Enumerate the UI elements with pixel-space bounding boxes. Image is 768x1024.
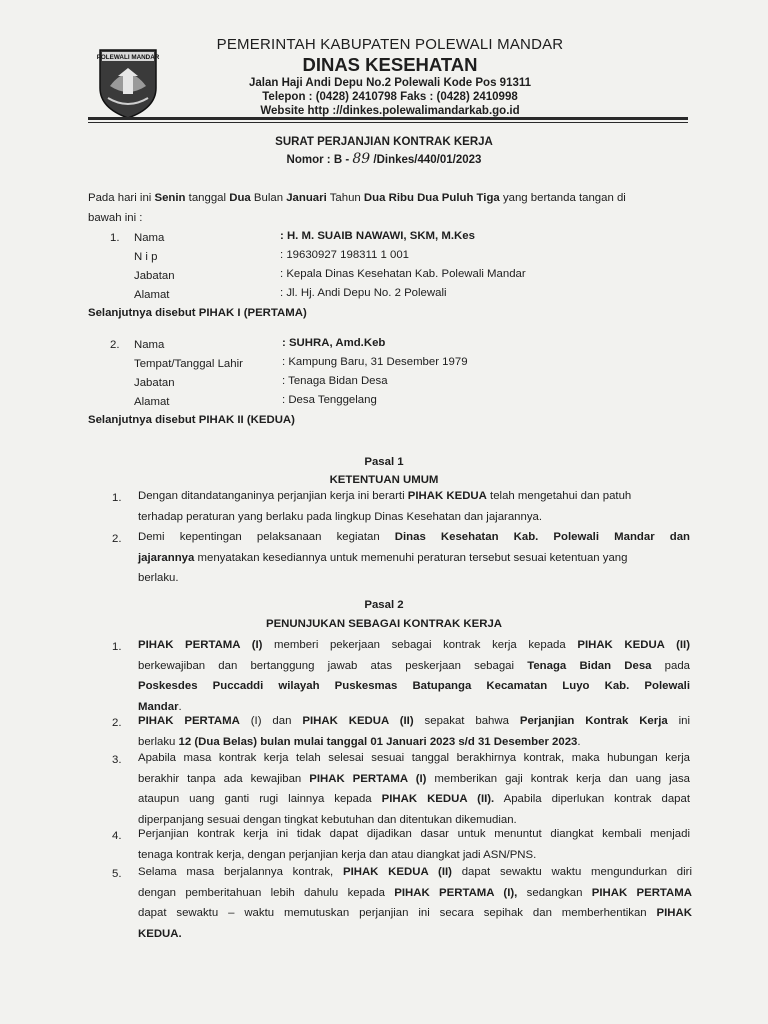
pasal2-subtitle: PENUNJUKAN SEBAGAI KONTRAK KERJA	[265, 618, 503, 630]
party1-value-nip: : 19630927 198311 1 001	[280, 249, 410, 261]
document-title: SURAT PERJANJIAN KONTRAK KERJA	[275, 136, 493, 148]
number-suffix: /Dinkes/440/01/2023	[373, 154, 482, 166]
party2-label-position: Jabatan	[134, 377, 175, 389]
pasal1-title: Pasal 1	[364, 456, 404, 468]
party1-label-nip: N i p	[134, 251, 158, 263]
pasal1-item2-number: 2.	[112, 533, 122, 545]
document-number	[0, 151, 768, 167]
pasal1-subtitle: KETENTUAN UMUM	[329, 474, 439, 486]
pasal1-item1: Dengan ditandatanganinya perjanjian kerja ini berarti PIHAK KEDUA telah mengetahui dan patuh terhadap peraturan yang berlaku pada lingkup Dinas Kesehatan dan jajarannya.	[138, 490, 632, 523]
pasal2-item1-number: 1.	[112, 641, 122, 653]
pasal2-item2: PIHAK PERTAMA (I) dan PIHAK KEDUA (II) sepakat bahwa Perjanjian Kontrak Kerja ini berlaku 12 (Dua Belas) bulan mulai tanggal 01 Januari 2023 s/d 31 Desember 2023.	[138, 715, 691, 748]
party2-value-birth: : Kampung Baru, 31 Desember 1979	[282, 356, 468, 368]
pasal2-item3: Apabila masa kontrak kerja telah selesai sesuai tanggal berakhirnya kontrak, maka hubungan kerja berakhir tanpa ada kewajiban PIHAK PERTAMA (I) memberikan gaji kontrak kerja dan uang jasa ataupun uang ganti rugi lainnya kepada PIHAK KEDUA (II). Apabila diperlukan kontrak dapat diperpanjang sesuai dengan tingkat kebutuhan dan ditentukan dikemudian.	[138, 752, 690, 826]
regency-emblem-icon	[96, 42, 160, 120]
pasal2-item2-number: 2.	[112, 717, 122, 729]
party1-value-address: : Jl. Hj. Andi Depu No. 2 Polewali	[280, 287, 447, 299]
party1-number: 1.	[110, 232, 120, 244]
emblem-text: POLEWALI MANDAR	[96, 54, 160, 61]
party2-label-name: Nama	[134, 339, 165, 351]
handwritten-number: 89	[352, 151, 371, 167]
party2-value-position: : Tenaga Bidan Desa	[282, 375, 388, 387]
party2-label-birth: Tempat/Tanggal Lahir	[134, 358, 243, 370]
address: Jalan Haji Andi Depu No.2 Polewali Kode Pos 91311	[248, 77, 532, 89]
pasal2-item5-number: 5.	[112, 868, 122, 880]
party1-value-name: : H. M. SUAIB NAWAWI, SKM, M.Kes	[280, 230, 475, 242]
letterhead-divider-thin	[88, 122, 688, 123]
number-prefix: Nomor : B -	[286, 154, 350, 166]
party1-label-address: Alamat	[134, 289, 170, 301]
party2-label-address: Alamat	[134, 396, 170, 408]
phone-fax: Telepon : (0428) 2410798 Faks : (0428) 2410998	[262, 91, 518, 103]
pasal2-item3-number: 3.	[112, 754, 122, 766]
party2-value-address: : Desa Tenggelang	[282, 394, 377, 406]
party2-value-name: : SUHRA, Amd.Keb	[282, 337, 386, 349]
party2-designation: Selanjutnya disebut PIHAK II (KEDUA)	[88, 414, 295, 426]
pasal2-item4-number: 4.	[112, 830, 122, 842]
party1-designation: Selanjutnya disebut PIHAK I (PERTAMA)	[88, 307, 307, 319]
letterhead	[170, 36, 610, 118]
party1-label-position: Jabatan	[134, 270, 175, 282]
website: Website http ://dinkes.polewalimandarkab.go.id	[260, 105, 520, 117]
pasal2-item5: Selama masa berjalannya kontrak, PIHAK KEDUA (II) dapat sewaktu waktu mengundurkan diri dengan pemberitahuan lebih dahulu kepada PIHAK PERTAMA (I), sedangkan PIHAK PERTAMA dapat sewaktu – waktu memutuskan perjanjian ini secara sepihak dan memberhentikan PIHAK KEDUA.	[138, 866, 692, 940]
intro-line-2: bawah ini :	[88, 212, 143, 224]
party1-value-position: : Kepala Dinas Kesehatan Kab. Polewali Mandar	[280, 268, 526, 280]
government-name: PEMERINTAH KABUPATEN POLEWALI MANDAR	[216, 36, 564, 53]
pasal2-title: Pasal 2	[364, 599, 404, 611]
party1-label-name: Nama	[134, 232, 165, 244]
intro-line-1: Pada hari ini Senin tanggal Dua Bulan Januari Tahun Dua Ribu Dua Puluh Tiga yang bertanda tangan di	[88, 192, 626, 204]
letterhead-divider-thick	[88, 117, 688, 120]
party2-number: 2.	[110, 339, 120, 351]
pasal1-item2: Demi kepentingan pelaksanaan kegiatan Dinas Kesehatan Kab. Polewali Mandar dan jajarannya menyatakan kesediannya untuk memenuhi peraturan tersebut sesuai ketentuan yang berlaku.	[138, 531, 690, 584]
pasal2-item4: Perjanjian kontrak kerja ini tidak dapat dijadikan dasar untuk menuntut diangkat kembali menjadi tenaga kontrak kerja, dengan perjanjian kerja dan atau diangkat jadi ASN/PNS.	[138, 828, 690, 861]
pasal1-item1-number: 1.	[112, 492, 122, 504]
department-name: DINAS KESEHATAN	[302, 54, 478, 75]
pasal2-item1: PIHAK PERTAMA (I) memberi pekerjaan sebagai kontrak kerja kepada PIHAK KEDUA (II) berkewajiban dan bertanggung jawab atas peskerjaan sebagai Tenaga Bidan Desa pada Poskesdes Puccaddi wilayah Puskesmas Batupanga Kecamatan Luyo Kab. Polewali Mandar.	[138, 639, 690, 713]
